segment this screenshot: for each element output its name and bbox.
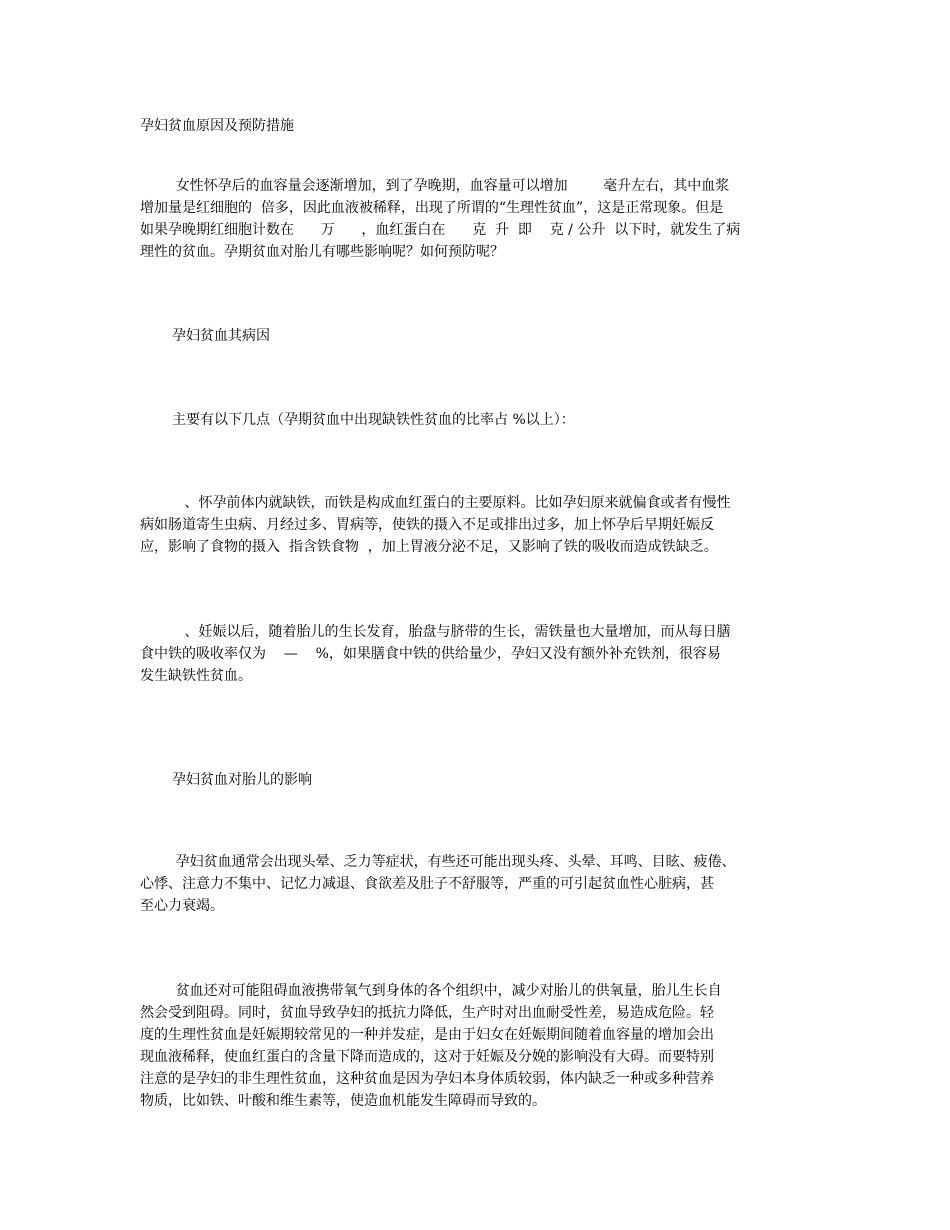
- document-title: 孕妇贫血原因及预防措施: [140, 118, 294, 134]
- paragraph-line: 病如肠道寄生虫病、月经过多、胃病等，使铁的摄入不足或排出过多，加上怀孕后早期妊娠反: [140, 517, 714, 533]
- paragraph-line: 贫血还对可能阻碍血液携带氧气到身体的各个组织中，减少对胎儿的供氧量，胎儿生长自: [140, 983, 722, 999]
- effect-paragraph-1: [140, 851, 812, 917]
- paragraph-line: 心悸、注意力不集中、记忆力减退、食欲差及肚子不舒服等，严重的可引起贫血性心脏病，甚: [140, 876, 714, 892]
- paragraph-line: 增加量是红细胞的 倍多，因此血液被稀释，出现了所谓的“生理性贫血”，这是正常现象。但是: [140, 200, 724, 216]
- cause-point-1: [140, 492, 812, 558]
- paragraph-line: 发生缺铁性贫血。: [140, 668, 252, 684]
- section-heading-effect: 孕妇贫血对胎儿的影响: [172, 772, 312, 788]
- paragraph-line: 度的生理性贫血是妊娠期较常见的一种并发症，是由于妇女在妊娠期间随着血容量的增加会出: [140, 1027, 714, 1043]
- paragraph-line: 现血液稀释，使血红蛋白的含量下降而造成的，这对于妊娠及分娩的影响没有大碍。而要特别: [140, 1049, 714, 1065]
- paragraph-line: 注意的是孕妇的非生理性贫血，这种贫血是因为孕妇本身体质较弱，体内缺乏一种或多种营养: [140, 1071, 714, 1087]
- paragraph-line: 孕妇贫血通常会出现头晕、乏力等症状，有些还可能出现头疼、头晕、耳鸣、目眩、疲倦、: [140, 854, 736, 870]
- effect-paragraph-2: [140, 980, 812, 1112]
- intro-paragraph: [140, 175, 812, 263]
- paragraph-line: 然会受到阻碍。同时，贫血导致孕妇的抵抗力降低，生产时对出血耐受性差，易造成危险。轻: [140, 1005, 714, 1021]
- paragraph-line: 食中铁的吸收率仅为 — %，如果膳食中铁的供给量少，孕妇又没有额外补充铁剂，很容易: [140, 646, 721, 662]
- paragraph-line: 、妊娠以后，随着胎儿的生长发育，胎盘与脐带的生长，需铁量也大量增加，而从每日膳: [140, 624, 731, 640]
- paragraph-line: 女性怀孕后的血容量会逐渐增加，到了孕晚期，血容量可以增加 毫升左右，其中血浆: [140, 178, 730, 194]
- paragraph-line: 应，影响了食物的摄入 指含铁食物 ，加上胃液分泌不足，又影响了铁的吸收而造成铁缺乏。: [140, 539, 718, 555]
- paragraph-line: 理性的贫血。孕期贫血对胎儿有哪些影响呢？如何预防呢？: [140, 244, 504, 260]
- paragraph-line: 、怀孕前体内就缺铁，而铁是构成血红蛋白的主要原料。比如孕妇原来就偏食或者有慢性: [140, 495, 731, 511]
- paragraph-line: 物质，比如铁、叶酸和维生素等，使造血机能发生障碍而导致的。: [140, 1093, 546, 1109]
- paragraph-line: 至心力衰竭。: [140, 898, 224, 914]
- cause-point-2: [140, 621, 812, 687]
- cause-summary: 主要有以下几点（孕期贫血中出现缺铁性贫血的比率占 %以上）：: [172, 412, 575, 428]
- paragraph-line: 如果孕晚期红细胞计数在 万 ，血红蛋白在 克 升 即 克 / 公升 以下时，就发生了病: [140, 222, 741, 238]
- section-heading-cause: 孕妇贫血其病因: [172, 328, 270, 344]
